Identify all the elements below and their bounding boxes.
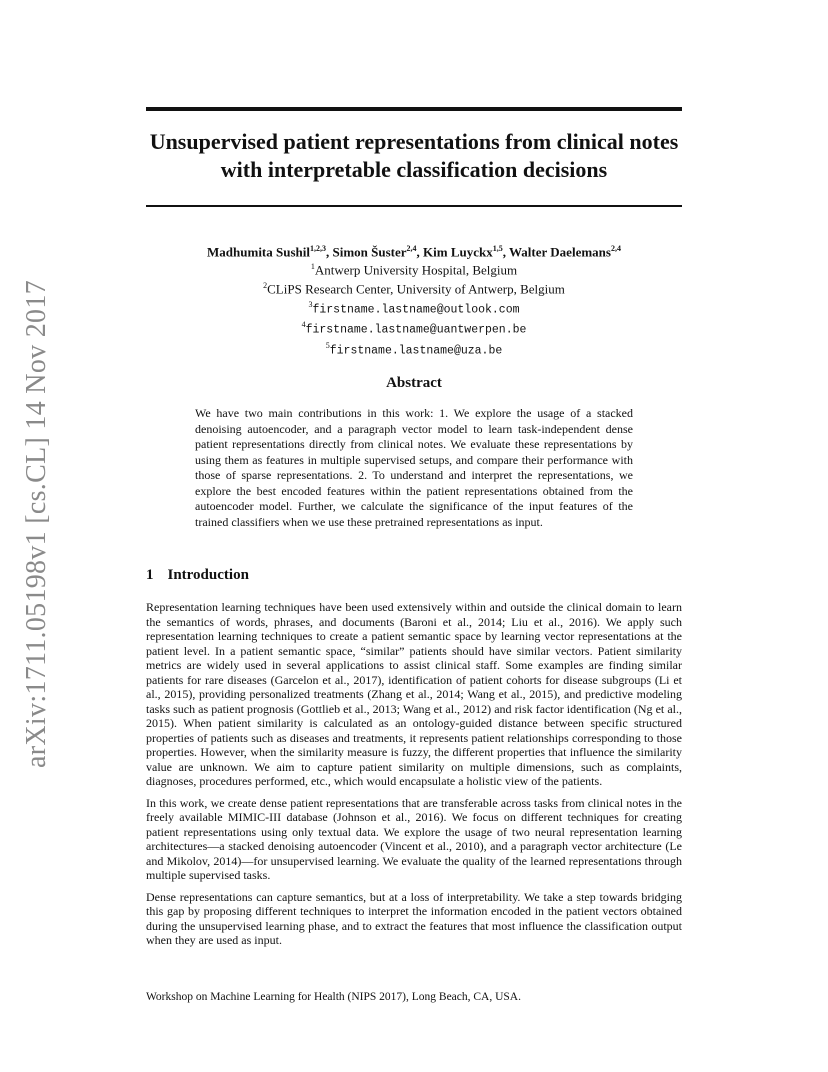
author-superscript: 1,5 (492, 244, 503, 253)
body-paragraph: Representation learning techniques have been used extensively within and outside the clinical domain to learn the semantics of words, phrases, and documents (Baroni et al., 2014; Liu et al., 2016). We apply such representation learning techniques to create a patient semantic space by learning vector representations at the patient level. In a patient semantic space, “similar” patients should have similar vectors. Patient similarity metrics are widely used in several applications to assist clinical staff. Some examples are finding similar patients for rare diseases (Garcelon et al., 2017), identification of patient cohorts for disease subgroups (Li et al., 2015), providing personalized treatments (Zhang et al., 2014; Wang et al., 2015), and predictive modeling tasks such as patient prognosis (Gottlieb et al., 2013; Wang et al., 2012) and risk factor identification (Ng et al., 2015). When patient similarity is calculated as an ontology-guided distance between specific structured properties of patients such as diseases and treatments, it represents patient relationships corresponding to those properties. However, when the similarity measure is fuzzy, the different properties that influence the similarity value are unknown. We aim to capture patient similarity on multiple dimensions, such as complaints, diagnoses, procedures performed, etc., which would encapsulate a holistic view of the patients. (146, 600, 682, 788)
affiliation-superscript: 2 (263, 280, 268, 290)
arxiv-identifier (12, 280, 62, 768)
paper-title: Unsupervised patient representations from clinical notes with interpretable classification decisions (149, 129, 679, 182)
author-superscript: 1,2,3 (309, 244, 326, 253)
author-list: Madhumita Sushil$^{1,2,3}$, Simon Šuster$^{2,4}$, Kim Luyckx$^{1,5}$, Walter Daelemans$^{2,4}$ (207, 244, 621, 260)
abstract-heading: Abstract (386, 375, 442, 391)
email-superscript: 3 (308, 299, 313, 309)
title-bottom-rule (146, 205, 682, 207)
section-title: Introduction (167, 567, 249, 583)
affiliation-text: Antwerp University Hospital, Belgium (314, 262, 518, 278)
introduction-body (146, 600, 682, 955)
author-superscript: 2,4 (610, 244, 621, 253)
affiliation-line (146, 278, 682, 297)
author-name: Walter Daelemans (509, 244, 611, 260)
email-line (146, 338, 682, 359)
author-superscript: 2,4 (406, 244, 417, 253)
email-text: firstname.lastname@uza.be (329, 344, 503, 358)
section-number: 1 (146, 567, 154, 583)
section-heading (146, 567, 249, 584)
email-text: firstname.lastname@uantwerpen.be (305, 323, 527, 337)
arxiv-identifier-text: arXiv:1711.05198v1 [cs.CL] 14 Nov 2017 (21, 280, 52, 768)
email-text: firstname.lastname@outlook.com (312, 302, 520, 316)
email-line (146, 297, 682, 318)
affiliations (146, 259, 682, 359)
abstract-text: We have two main contributions in this work: 1. We explore the usage of a stacked denoising autoencoder, and a paragraph vector model to learn task-independent dense patient representations directly from clinical notes. We evaluate these representations by using them as features in multiple supervised setups, and compare their performance with those of sparse representations. 2. To understand and interpret the representations, we explore the best encoded features within the patient representations obtained from the autoencoder model. Further, we calculate the significance of the input features of the trained classifiers when we use these pretrained representations as input. (195, 406, 633, 529)
author-name: Kim Luyckx (423, 244, 493, 260)
author-name: Simon Šuster (332, 244, 407, 260)
body-paragraph: Dense representations can capture semantics, but at a loss of interpretability. We take a step towards bridging this gap by proposing different techniques to interpret the information encoded in the patient vectors obtained during the unsupervised learning phase, and to extract the features that most influence the classification output when they are used as input. (146, 889, 682, 947)
email-superscript: 5 (325, 341, 330, 351)
author-name: Madhumita Sushil (207, 244, 310, 260)
affiliation-text: CLiPS Research Center, University of Antwerp, Belgium (267, 281, 565, 297)
email-line (146, 317, 682, 338)
title-top-rule (146, 107, 682, 111)
page-footer: Workshop on Machine Learning for Health (NIPS 2017), Long Beach, CA, USA. (146, 991, 521, 1003)
email-superscript: 4 (301, 320, 306, 330)
affiliation-superscript: 1 (310, 262, 315, 271)
affiliation-line (146, 259, 682, 278)
body-paragraph: In this work, we create dense patient representations that are transferable across tasks from clinical notes in the freely available MIMIC-III database (Johnson et al., 2016). We focus on different techniques for creating patient representations using only textual data. We explore the usage of two neural representation learning architectures—a stacked denoising autoencoder (Vincent et al., 2010), and a paragraph vector architecture (Le and Mikolov, 2014)—for unsupervised learning. We evaluate the quality of the learned representations through multiple supervised tasks. (146, 795, 682, 882)
